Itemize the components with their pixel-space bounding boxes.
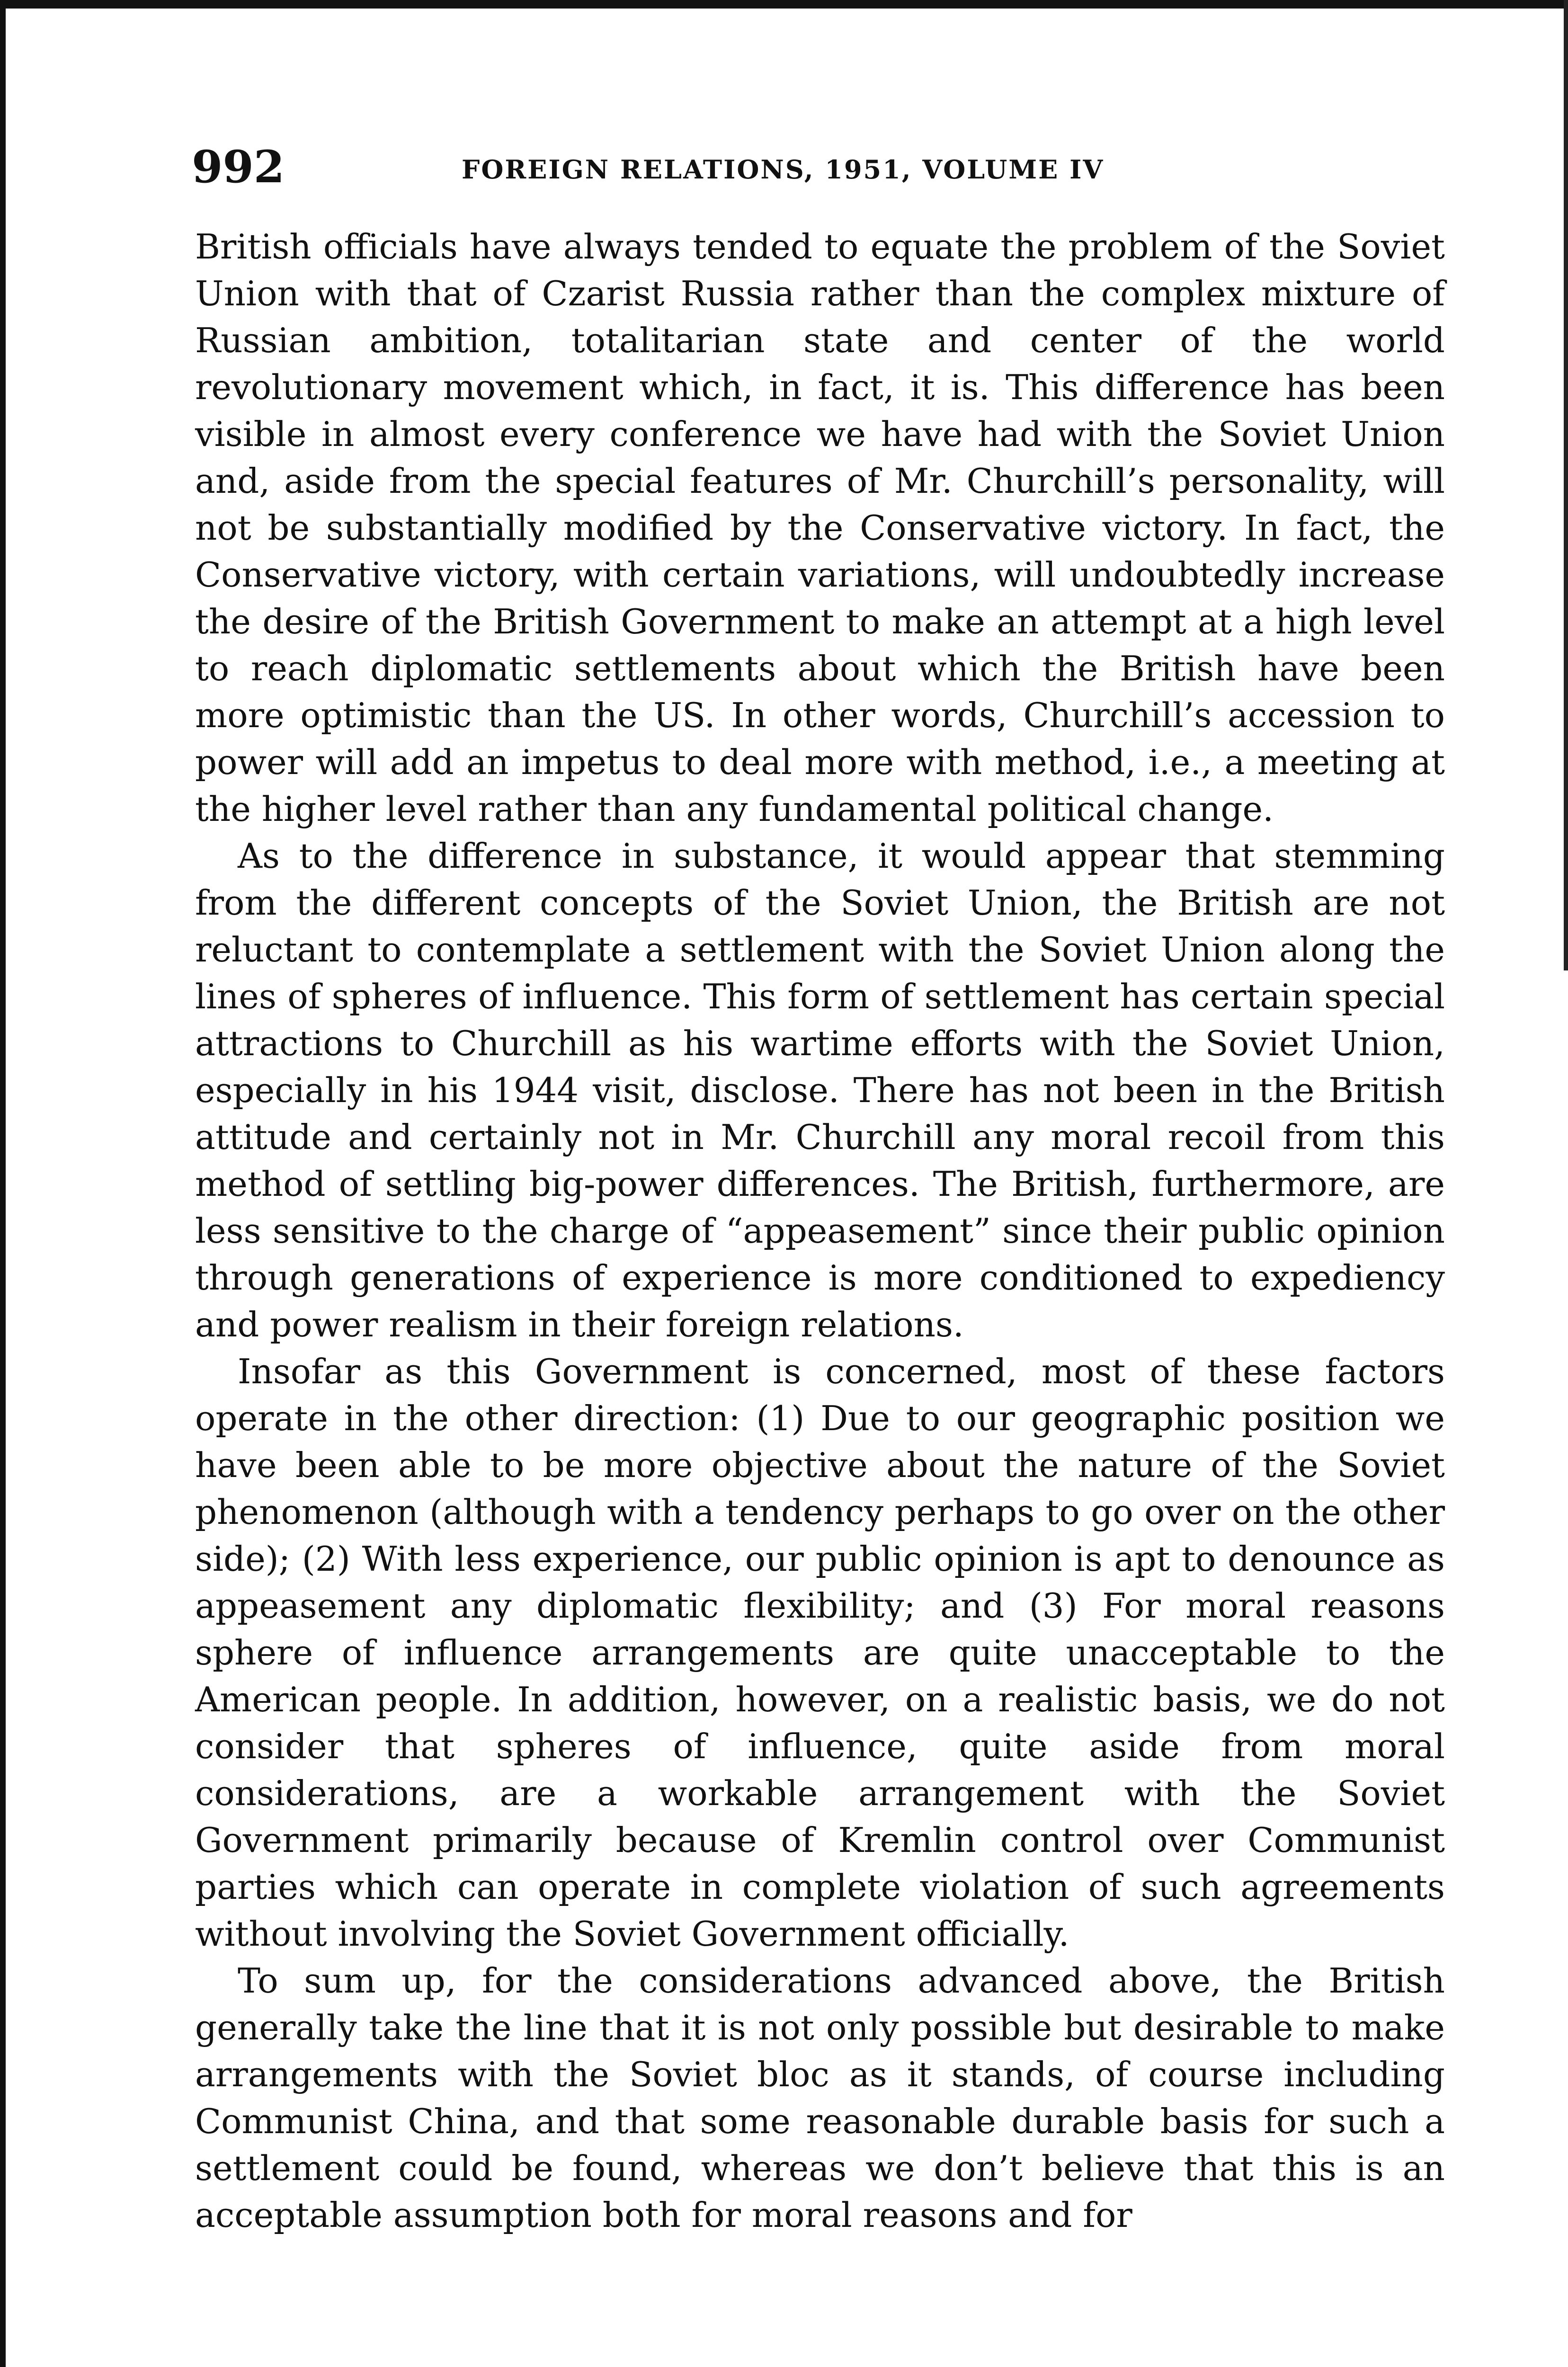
running-title: FOREIGN RELATIONS, 1951, VOLUME IV: [462, 154, 1105, 185]
page-number: 992: [192, 141, 285, 193]
page-header: [192, 141, 1442, 203]
paragraph-2: As to the difference in substance, it would appear that stemming from the different concepts of the Soviet Union, the British are not reluctant to contemplate a settlement with the Soviet Union along the lines of spheres of influence. This form of settlement has certain special attractions to Churchill as his wartime efforts with the Soviet Union, especially in his 1944 visit, disclose. There has not been in the British attitude and certainly not in Mr. Churchill any moral recoil from this method of settling big-power differences. The British, furthermore, are less sensitive to the charge of “appeasement” since their public opinion through generations of experience is more conditioned to expediency and power realism in their foreign relations.: [195, 836, 1445, 1344]
paragraph-1: British officials have always tended to equate the problem of the Soviet Union with that of Czarist Russia rather than the complex mixture of Russian ambition, totalitarian state and center of the world revolutionary movement which, in fact, it is. This difference has been visible in almost every conference we have had with the Soviet Union and, aside from the special features of Mr. Churchill’s personality, will not be substantially modified by the Conservative victory. In fact, the Conservative victory, with certain variations, will undoubtedly increase the desire of the British Government to make an attempt at a high level to reach diplomatic settlements about which the British have been more optimistic than the US. In other words, Churchill’s accession to power will add an impetus to deal more with method, i.e., a meeting at the higher level rather than any fundamental political change.: [195, 227, 1445, 829]
scan-border-right: [1564, 0, 1568, 970]
scan-border-left: [0, 0, 6, 2367]
body-text: [195, 223, 1445, 2239]
paragraph-3: Insofar as this Government is concerned, most of these factors operate in the other direction: (1) Due to our geographic position we have been able to be more objective about the nature of the Soviet phenomenon (although with a tendency perhaps to go over on the other side); (2) With less experience, our public opinion is apt to denounce as appeasement any diplomatic flexibility; and (3) For moral reasons sphere of influence arrangements are quite unacceptable to the American people. In addition, however, on a realistic basis, we do not consider that spheres of influence, quite aside from moral considerations, are a workable arrangement with the Soviet Government primarily because of Kremlin control over Communist parties which can operate in complete violation of such agreements without involving the Soviet Government officially.: [195, 1352, 1445, 1954]
scan-border-top: [0, 0, 1568, 9]
paragraph-4: To sum up, for the considerations advanced above, the British generally take the line that it is not only possible but desirable to make arrangements with the Soviet bloc as it stands, of course including Communist China, and that some reasonable durable basis for such a settlement could be found, whereas we don’t believe that this is an acceptable assumption both for moral reasons and for: [195, 1961, 1445, 2235]
